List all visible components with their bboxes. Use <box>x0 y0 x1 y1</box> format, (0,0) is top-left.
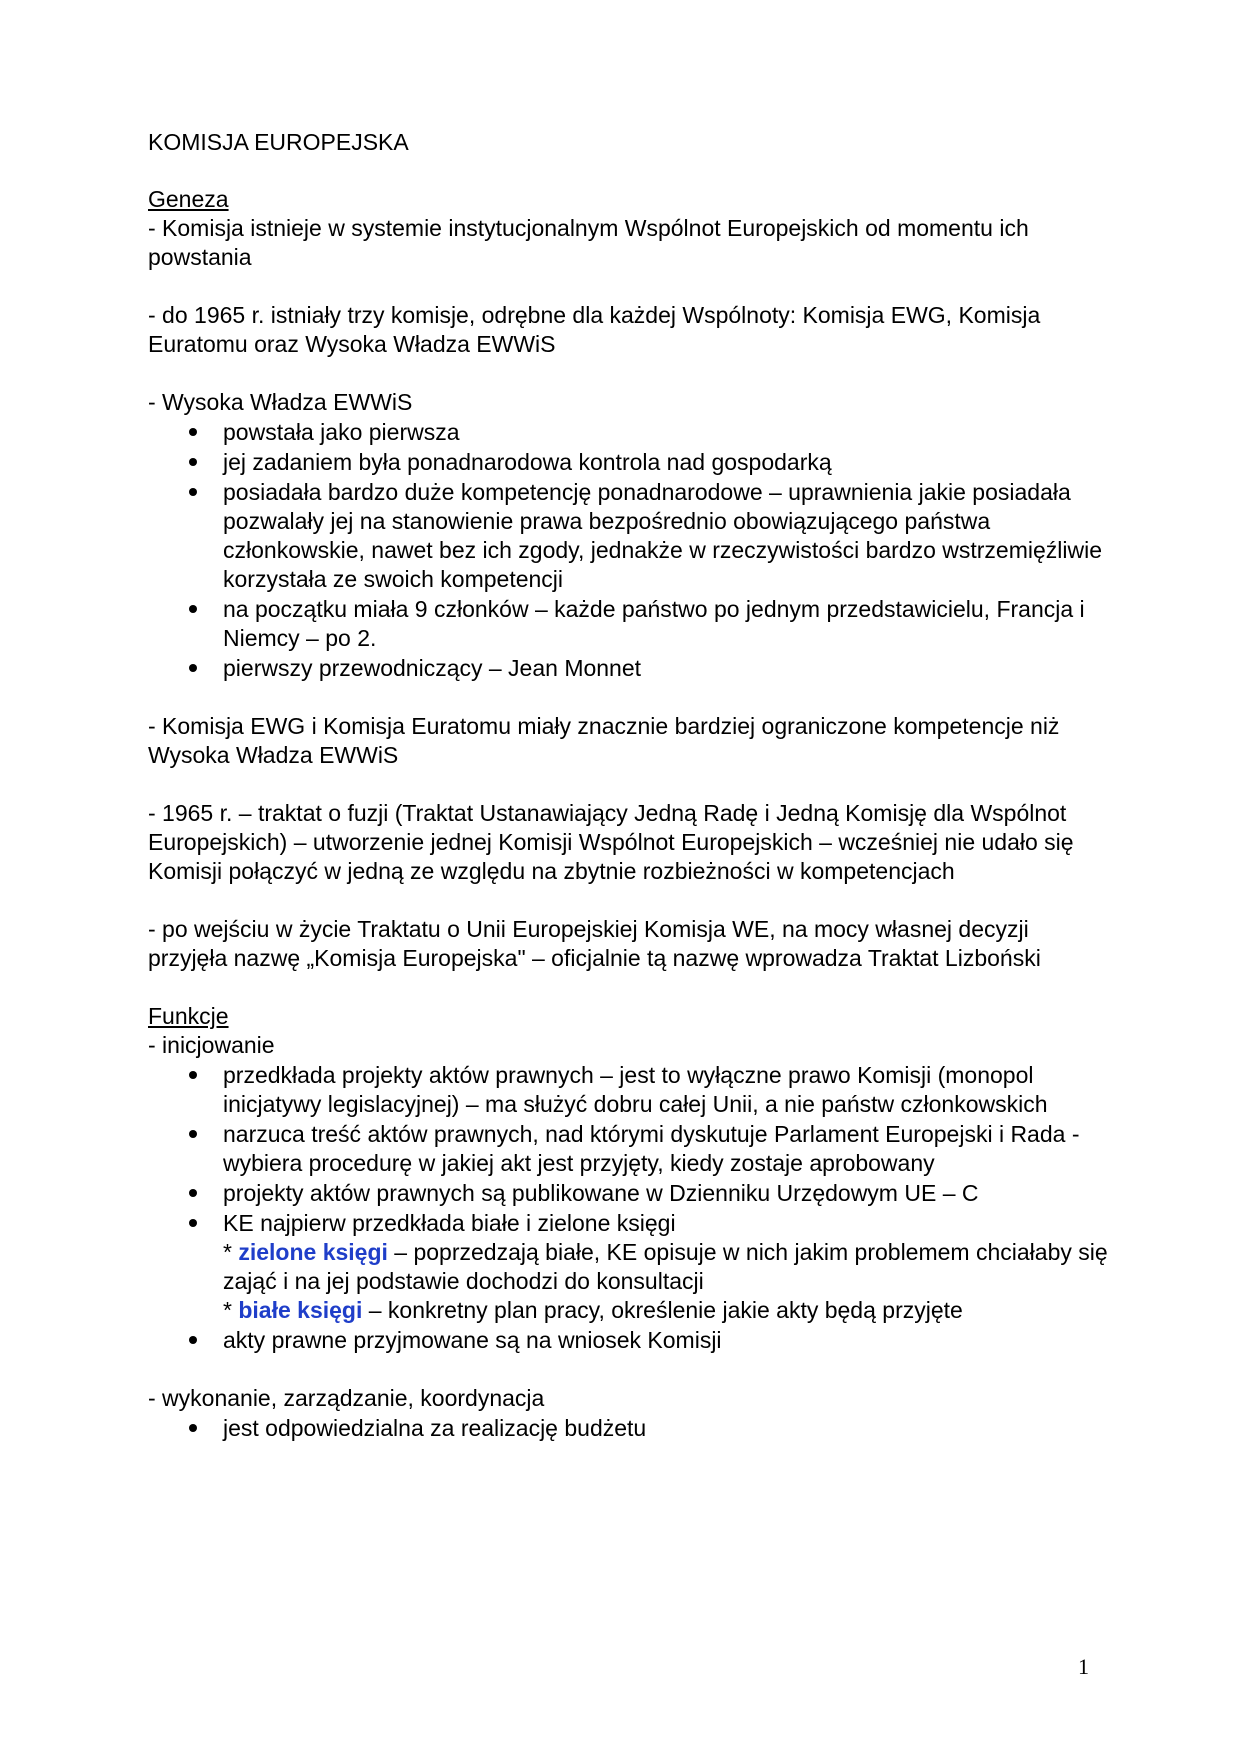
section-heading-funkcje: Funkcje <box>148 1003 229 1029</box>
document-page <box>148 128 1108 1472</box>
list-item: pierwszy przewodniczący – Jean Monnet <box>223 654 1108 683</box>
list-item: projekty aktów prawnych są publikowane w Dzienniku Urzędowym UE – C <box>223 1179 1108 1208</box>
paragraph: - Komisja istnieje w systemie instytucjonalnym Wspólnot Europejskich od momentu ich powstania <box>148 215 1029 270</box>
bullet-list <box>148 1061 1108 1355</box>
list-item <box>223 1209 1108 1325</box>
list-item: narzuca treść aktów prawnych, nad którymi dyskutuje Parlament Europejski i Rada - wybiera procedurę w jakiej akt jest przyjęty, kiedy zostaje aprobowany <box>223 1120 1108 1178</box>
paragraph: - Wysoka Władza EWWiS <box>148 389 413 415</box>
note-prefix: * <box>223 1297 239 1323</box>
note-prefix: * <box>223 1239 239 1265</box>
note-text: – poprzedzają białe, KE opisuje w nich jakim problemem chciałaby się zająć i na jej podstawie dochodzi do konsultacji <box>223 1239 1108 1294</box>
green-papers-term: zielone księgi <box>238 1239 388 1265</box>
list-item: przedkłada projekty aktów prawnych – jest to wyłączne prawo Komisji (monopol inicjatywy legislacyjnej) – ma służyć dobru całej Unii, a nie państw członkowskich <box>223 1061 1108 1119</box>
list-item: powstała jako pierwsza <box>223 418 1108 447</box>
bullet-list <box>148 418 1108 683</box>
note-text: – konkretny plan pracy, określenie jakie akty będą przyjęte <box>362 1297 963 1323</box>
list-item: jest odpowiedzialna za realizację budżetu <box>223 1414 1108 1443</box>
section-heading-geneza: Geneza <box>148 186 229 212</box>
list-item: akty prawne przyjmowane są na wniosek Komisji <box>223 1326 1108 1355</box>
paragraph: - do 1965 r. istniały trzy komisje, odrębne dla każdej Wspólnoty: Komisja EWG, Komisja Euratomu oraz Wysoka Władza EWWiS <box>148 302 1041 357</box>
list-item: na początku miała 9 członków – każde państwo po jednym przedstawicielu, Francja i Niemcy – po 2. <box>223 595 1108 653</box>
document-title: KOMISJA EUROPEJSKA <box>148 129 409 155</box>
list-item-text: KE najpierw przedkłada białe i zielone księgi <box>223 1210 676 1236</box>
green-papers-note <box>223 1238 1108 1296</box>
list-item: posiadała bardzo duże kompetencję ponadnarodowe – uprawnienia jakie posiadała pozwalały jej na stanowienie prawa bezpośrednio obowiązującego państwa członkowskie, nawet bez ich zgody, jednakże w rzeczywistości bardzo wstrzemięźliwie korzystała ze swoich kompetencji <box>223 478 1108 594</box>
white-papers-term: białe księgi <box>238 1297 363 1323</box>
bullet-list <box>148 1414 1108 1443</box>
paragraph: - po wejściu w życie Traktatu o Unii Europejskiej Komisja WE, na mocy własnej decyzji przyjęła nazwę „Komisja Europejska" – oficjalnie tą nazwę wprowadza Traktat Lizboński <box>148 916 1041 971</box>
paragraph: - Komisja EWG i Komisja Euratomu miały znacznie bardziej ograniczone kompetencje niż Wysoka Władza EWWiS <box>148 713 1060 768</box>
paragraph: - 1965 r. – traktat o fuzji (Traktat Ustanawiający Jedną Radę i Jedną Komisję dla Wspólnot Europejskich) – utworzenie jednej Komisji Wspólnot Europejskich – wcześniej nie udało się Komisji połączyć w jedną ze względu na zbytnie rozbieżności w kompetencjach <box>148 800 1074 884</box>
paragraph: - inicjowanie <box>148 1032 275 1058</box>
list-item: jej zadaniem była ponadnarodowa kontrola nad gospodarką <box>223 448 1108 477</box>
paragraph: - wykonanie, zarządzanie, koordynacja <box>148 1385 545 1411</box>
page-number: 1 <box>1078 1654 1089 1679</box>
white-papers-note <box>223 1296 1108 1325</box>
